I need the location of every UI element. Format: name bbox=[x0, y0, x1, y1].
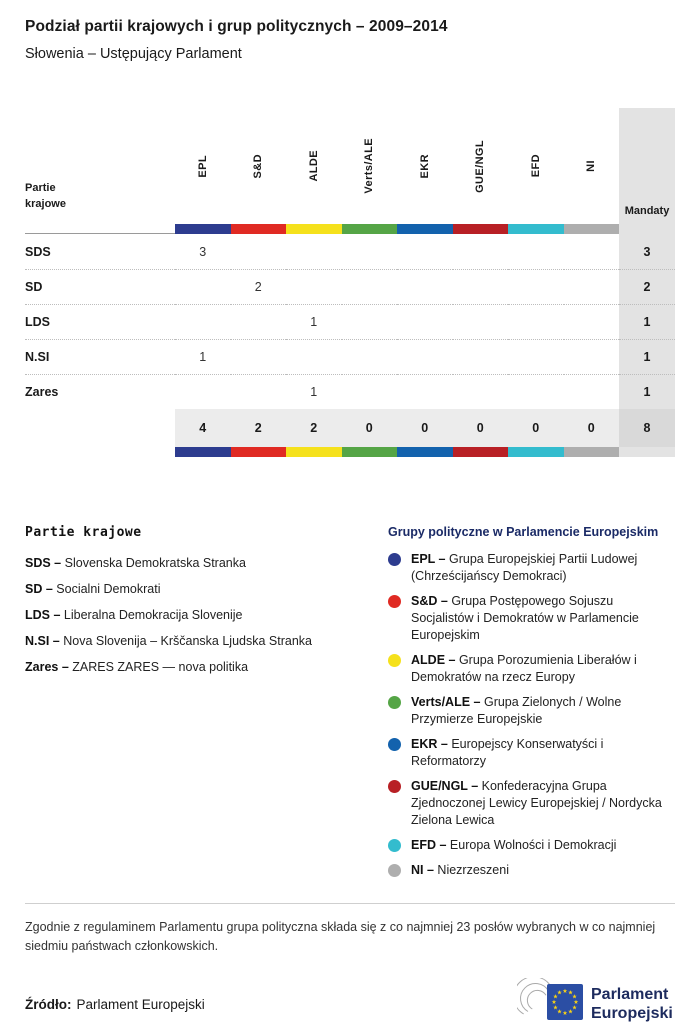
group-legend-text: EPL – Grupa Europejskiej Partii Ludowej (Chrześcijańscy Demokraci) bbox=[411, 552, 638, 583]
seat-cell bbox=[564, 234, 620, 269]
group-color-dot bbox=[388, 738, 401, 751]
seat-cell bbox=[508, 234, 564, 269]
mandaty-label: Mandaty bbox=[624, 205, 670, 217]
group-color-bar-gue-ngl bbox=[453, 224, 509, 234]
seat-cell bbox=[508, 269, 564, 304]
seat-cell bbox=[397, 234, 453, 269]
page-subtitle: Słowenia – Ustępujący Parlament bbox=[25, 46, 242, 62]
group-legend-text: Verts/ALE – Grupa Zielonych / Wolne Przymierze Europejskie bbox=[411, 695, 622, 726]
seat-cell bbox=[397, 269, 453, 304]
footnote: Zgodnie z regulaminem Parlamentu grupa polityczna składa się z co najmniej 23 posłów wybranych w co najmniej siedmiu państwach członkowskich. bbox=[25, 903, 675, 956]
seat-cell bbox=[231, 234, 287, 269]
group-color-dot bbox=[388, 654, 401, 667]
seat-cell bbox=[564, 339, 620, 374]
group-legend-text: EKR – Europejscy Konserwatyści i Reformatorzy bbox=[411, 737, 604, 768]
seat-cell bbox=[342, 374, 398, 409]
column-header-label: Verts/ALE bbox=[363, 138, 376, 194]
seat-cell bbox=[175, 304, 231, 339]
ep-logo-graphic bbox=[517, 978, 675, 1026]
party-legend-item bbox=[25, 581, 364, 598]
bar-row-mandaty-spacer bbox=[619, 224, 675, 234]
party-full-name: ZARES ZARES — nova politika bbox=[72, 660, 249, 674]
seat-cell bbox=[453, 374, 509, 409]
parties-legend-title: Partie krajowe bbox=[25, 525, 142, 540]
group-legend-text: EFD – Europa Wolności i Demokracji bbox=[411, 838, 617, 852]
seat-cell bbox=[286, 234, 342, 269]
group-color-bar-sd bbox=[231, 224, 287, 234]
group-legend-text: S&D – Grupa Postępowego Sojuszu Socjalistów i Demokratów w Parlamencie Europejskim bbox=[411, 594, 639, 642]
total-cell: 0 bbox=[508, 409, 564, 447]
seat-cell bbox=[175, 374, 231, 409]
group-legend-item bbox=[388, 778, 675, 829]
group-color-bar-alde bbox=[286, 447, 342, 457]
party-full-name: Socialni Demokrati bbox=[56, 582, 161, 596]
parties-legend bbox=[25, 525, 388, 879]
bar-row-spacer bbox=[25, 224, 175, 234]
group-color-bar-verts-ale bbox=[342, 447, 398, 457]
row-header-line2: krajowe bbox=[25, 198, 66, 210]
total-cell: 0 bbox=[342, 409, 398, 447]
column-header-alde bbox=[286, 108, 342, 224]
logo-text-line2: Europejski bbox=[591, 1005, 673, 1022]
seat-cell bbox=[286, 339, 342, 374]
seat-cell bbox=[564, 269, 620, 304]
group-legend-item bbox=[388, 551, 675, 585]
group-color-bar-ni bbox=[564, 224, 620, 234]
page-title: Podział partii krajowych i grup politycznych – 2009–2014 bbox=[25, 18, 448, 35]
party-abbr: SD – bbox=[25, 582, 53, 596]
mandates-cell: 1 bbox=[619, 304, 675, 339]
seat-cell bbox=[231, 304, 287, 339]
column-header-label: EFD bbox=[529, 154, 542, 178]
party-legend-item bbox=[25, 555, 364, 572]
mandates-cell: 1 bbox=[619, 339, 675, 374]
group-color-dot bbox=[388, 864, 401, 877]
total-cell: 0 bbox=[564, 409, 620, 447]
total-cell: 0 bbox=[397, 409, 453, 447]
group-legend-text: GUE/NGL – Konfederacyjna Grupa Zjednoczonej Lewicy Europejskiej / Nordycka Zielona Lewica bbox=[411, 779, 662, 827]
group-color-dot bbox=[388, 553, 401, 566]
seat-cell bbox=[453, 339, 509, 374]
group-legend-item bbox=[388, 736, 675, 770]
totals-spacer bbox=[25, 409, 175, 447]
party-name-cell: Zares bbox=[25, 374, 175, 409]
group-legend-text: NI – Niezrzeszeni bbox=[411, 863, 509, 877]
logo-text-line1: Parlament bbox=[591, 986, 669, 1003]
group-color-bar-ni bbox=[564, 447, 620, 457]
party-legend-item bbox=[25, 659, 364, 676]
seat-cell bbox=[342, 269, 398, 304]
group-color-dot bbox=[388, 839, 401, 852]
column-header-label: NI bbox=[585, 160, 598, 172]
group-legend-item bbox=[388, 862, 675, 879]
group-color-dot bbox=[388, 595, 401, 608]
seat-cell bbox=[453, 304, 509, 339]
seat-cell bbox=[342, 304, 398, 339]
seat-cell bbox=[564, 304, 620, 339]
column-header-gue-ngl bbox=[453, 108, 509, 224]
mandates-cell: 1 bbox=[619, 374, 675, 409]
column-header-verts-ale bbox=[342, 108, 398, 224]
party-legend-item bbox=[25, 607, 364, 624]
source-text: Parlament Europejski bbox=[76, 997, 205, 1012]
seat-cell: 1 bbox=[286, 304, 342, 339]
seat-cell: 1 bbox=[175, 339, 231, 374]
groups-legend-title: Grupy polityczne w Parlamencie Europejskim bbox=[388, 525, 659, 539]
group-legend-text: ALDE – Grupa Porozumienia Liberałów i Demokratów na rzecz Europy bbox=[411, 653, 637, 684]
column-header-label: EKR bbox=[418, 153, 431, 179]
column-header-epl bbox=[175, 108, 231, 224]
group-color-dot bbox=[388, 780, 401, 793]
column-header-efd bbox=[508, 108, 564, 224]
party-abbr: SDS – bbox=[25, 556, 62, 570]
group-color-bar-ekr bbox=[397, 224, 453, 234]
group-color-dot bbox=[388, 696, 401, 709]
party-abbr: Zares – bbox=[25, 660, 69, 674]
seat-cell: 1 bbox=[286, 374, 342, 409]
column-header-ni bbox=[564, 108, 620, 224]
group-legend-item bbox=[388, 593, 675, 644]
total-cell: 2 bbox=[231, 409, 287, 447]
party-legend-item bbox=[25, 633, 364, 650]
party-name-cell: SD bbox=[25, 269, 175, 304]
group-color-bar-epl bbox=[175, 447, 231, 457]
source-label: Źródło: bbox=[25, 997, 72, 1012]
seat-cell bbox=[453, 269, 509, 304]
group-color-bar-gue-ngl bbox=[453, 447, 509, 457]
group-color-bar-alde bbox=[286, 224, 342, 234]
seat-cell bbox=[397, 374, 453, 409]
party-abbr: LDS – bbox=[25, 608, 61, 622]
party-full-name: Slovenska Demokratska Stranka bbox=[64, 556, 246, 570]
column-header-sd bbox=[231, 108, 287, 224]
party-name-cell: SDS bbox=[25, 244, 51, 259]
group-legend-item bbox=[388, 652, 675, 686]
seat-cell bbox=[286, 269, 342, 304]
party-full-name: Liberalna Demokracija Slovenije bbox=[63, 608, 243, 622]
seats-table bbox=[25, 108, 675, 457]
seat-cell: 2 bbox=[231, 269, 287, 304]
seat-cell bbox=[342, 339, 398, 374]
seat-cell bbox=[342, 234, 398, 269]
column-header-label: GUE/NGL bbox=[474, 139, 487, 193]
total-cell: 2 bbox=[286, 409, 342, 447]
total-cell: 0 bbox=[453, 409, 509, 447]
bar-row-mandaty-spacer bbox=[619, 447, 675, 457]
group-legend-item bbox=[388, 694, 675, 728]
group-color-bar-ekr bbox=[397, 447, 453, 457]
seat-cell bbox=[231, 339, 287, 374]
footer bbox=[25, 978, 675, 1031]
seat-cell bbox=[508, 339, 564, 374]
seat-cell bbox=[508, 304, 564, 339]
party-abbr: N.SI – bbox=[25, 634, 60, 648]
seat-cell bbox=[175, 269, 231, 304]
column-header-label: ALDE bbox=[307, 150, 320, 182]
seat-cell bbox=[397, 304, 453, 339]
total-cell: 4 bbox=[175, 409, 231, 447]
group-legend-item bbox=[388, 837, 675, 854]
logo-swirl bbox=[517, 978, 551, 1014]
mandates-cell: 3 bbox=[619, 234, 675, 269]
total-mandates-cell: 8 bbox=[619, 409, 675, 447]
seat-cell bbox=[453, 234, 509, 269]
party-full-name: Nova Slovenija – Krščanska Ljudska Stranka bbox=[63, 634, 312, 648]
group-color-bar-verts-ale bbox=[342, 224, 398, 234]
seat-cell bbox=[564, 374, 620, 409]
ep-logo bbox=[517, 978, 675, 1031]
seat-cell: 3 bbox=[199, 244, 207, 259]
column-header-label: S&D bbox=[252, 153, 265, 179]
column-header-label: EPL bbox=[196, 154, 209, 178]
seat-cell bbox=[508, 374, 564, 409]
group-color-bar-epl bbox=[175, 224, 231, 234]
row-header-line1: Partie bbox=[25, 182, 56, 194]
party-name-cell: N.SI bbox=[25, 339, 175, 374]
party-name-cell: LDS bbox=[25, 304, 175, 339]
column-header-mandaty bbox=[619, 108, 675, 224]
seat-cell bbox=[231, 374, 287, 409]
mandates-cell: 2 bbox=[619, 269, 675, 304]
group-color-bar-sd bbox=[231, 447, 287, 457]
column-header-ekr bbox=[397, 108, 453, 224]
groups-legend bbox=[388, 525, 675, 879]
group-color-bar-efd bbox=[508, 447, 564, 457]
legend-section bbox=[25, 525, 675, 879]
group-color-bar-efd bbox=[508, 224, 564, 234]
bar-row-spacer bbox=[25, 447, 175, 457]
seat-cell bbox=[397, 339, 453, 374]
source-line bbox=[25, 997, 205, 1012]
row-header-label bbox=[25, 108, 175, 224]
